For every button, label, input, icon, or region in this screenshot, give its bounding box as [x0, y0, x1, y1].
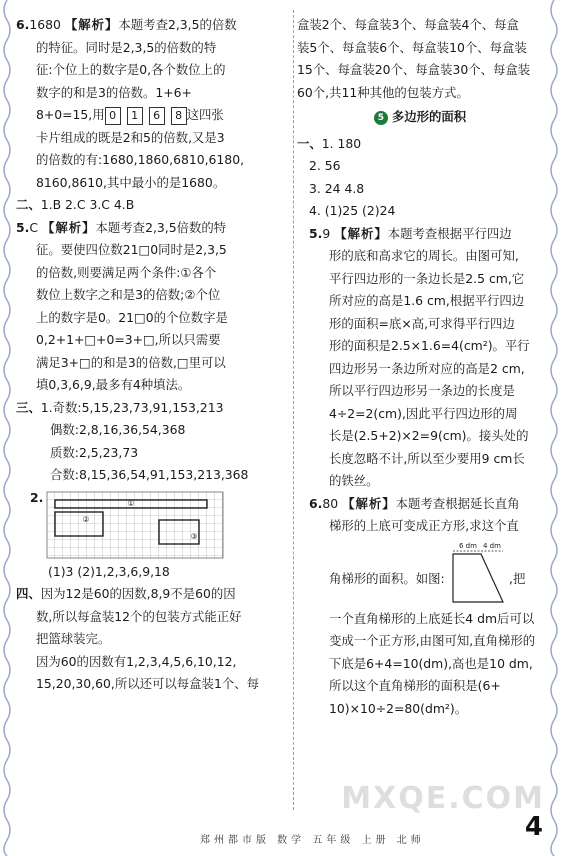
r-q5-num: 5.	[309, 225, 323, 241]
r-q5-line1	[297, 223, 543, 246]
q5-line2: 征。要使四位数21□0同时是2,3,5	[36, 242, 227, 257]
r-q6-text1: 本题考查根据延长直角	[395, 495, 520, 511]
r-q6-line6: 下底是6+4=10(dm),高也是10 dm,	[329, 655, 533, 671]
r-q5-answer: 9	[322, 225, 331, 241]
cont-line2: 装5个、每盒装6个、每盒装10个、每盒装	[297, 39, 527, 55]
r-a1: 1. 180	[321, 135, 362, 151]
r-q5-line2: 形的底和高求它的周长。由图可知,	[329, 248, 519, 263]
grid-background	[47, 492, 223, 558]
q5-line6: 0,2+1+□+0=3+□,所以只需要	[36, 332, 221, 347]
r-q5-tag: 【解析】	[334, 225, 388, 241]
q5-line5: 上的数字是0。21□0的个位数字是	[36, 309, 228, 325]
card-boxes	[105, 107, 187, 125]
card-box: 8	[171, 107, 187, 125]
q5-line3: 的倍数,则要满足两个条件:①各个	[36, 264, 217, 280]
r-q5-block	[297, 223, 543, 493]
sec3-even	[16, 419, 288, 442]
sec4-label: 四、	[16, 586, 41, 601]
r-q6-line2: 梯形的上底可变成正方形,求这个直	[329, 518, 519, 533]
rect-3-label: ③	[190, 531, 198, 541]
q5-answer: C	[29, 219, 38, 235]
q2-answer: (1)3 (2)1,2,3,6,9,18	[48, 563, 170, 579]
r-a4: 4. (1)25 (2)24	[309, 203, 396, 218]
odd-label: 奇数:	[52, 399, 82, 415]
r-q6-block	[297, 493, 543, 721]
r-q6-line3a: 角梯形的面积。如图:	[329, 570, 445, 586]
section-number-badge: 5	[374, 111, 388, 125]
column-divider	[293, 10, 294, 810]
sec3-block	[16, 397, 288, 584]
sec4-line5: 15,20,30,60,所以还可以每盒装1个、每	[36, 676, 260, 691]
sec2-text: 1.B 2.C 3.C 4.B	[40, 197, 135, 212]
card-box: 1	[127, 107, 143, 125]
right-trapezoid-figure	[449, 540, 507, 604]
r-q6-answer: 80	[322, 495, 339, 511]
q6-block	[16, 14, 288, 194]
r-q6-num: 6.	[309, 495, 323, 511]
odd-values: 5,15,23,73,91,153,213	[81, 399, 224, 415]
r-a2: 2. 56	[309, 158, 341, 173]
sec2-label: 二、	[16, 197, 41, 212]
section-heading	[297, 106, 543, 129]
q5-line8: 填0,3,6,9,最多有4种填法。	[36, 377, 191, 392]
sec4-text1: 因为12是60的因数,8,9不是60的因	[40, 586, 236, 601]
r-q5-line6: 形的面积是2.5×1.6=4(cm²)。平行	[329, 338, 530, 353]
cont-line1: 盒装2个、每盒装3个、每盒装4个、每盒	[297, 17, 519, 32]
q6-num: 6.	[16, 17, 30, 32]
q6-tag: 【解析】	[64, 17, 119, 32]
even-values: 2,8,16,36,54,368	[78, 422, 186, 437]
r-q6-line8: 10)×10÷2=80(dm²)。	[329, 700, 468, 716]
r-q5-text1: 本题考查根据平行四边	[387, 225, 512, 241]
sec3-composite	[16, 464, 288, 487]
composite-label: 合数:	[50, 467, 79, 482]
q6-line7: 的倍数的有:1680,1860,6810,6180,	[36, 152, 245, 167]
r-q5-line10: 长是(2.5+2)×2=9(cm)。接头处的	[329, 428, 529, 443]
sec3-prime	[16, 442, 288, 465]
right-column	[297, 14, 543, 720]
r-q6-line5: 变成一个正方形,由图可知,直角梯形的	[329, 633, 536, 648]
page-number: 4	[524, 812, 543, 842]
q5-num: 5.	[16, 219, 30, 235]
sec2-answers	[16, 194, 288, 217]
q6-line2: 的特征。同时是2,3,5的倍数的特	[36, 39, 217, 55]
even-label: 偶数:	[50, 422, 79, 437]
r-q5-line4: 所对应的高是1.6 cm,根据平行四边	[329, 293, 525, 308]
sec4-line4: 因为60的因数有1,2,3,4,5,6,10,12,	[36, 653, 237, 669]
footer-text: 郑州都市版 数学 五年级 上册 北师	[200, 835, 425, 846]
cont-line4: 60个,共11种其他的包装方式。	[297, 84, 469, 100]
r-sec1-label: 一、	[297, 135, 322, 151]
watermark: MXQE.COM	[341, 781, 545, 816]
q6-line3: 征:个位上的数字是0,各个数位上的	[36, 62, 226, 77]
r-q5-line9: 4÷2=2(cm),因此平行四边形的周	[329, 405, 518, 421]
cont-line3: 15个、每盒装20个、每盒装30个、每盒装	[297, 62, 531, 77]
right-wave-border	[547, 0, 561, 856]
r-q5-line8: 所以平行四边形另一条边的长度是	[329, 383, 515, 398]
sec4-line1	[16, 583, 288, 606]
sec4-line2: 数,所以每盒装12个的包装方式能正好	[36, 608, 242, 624]
q6-line1	[16, 14, 288, 37]
left-column	[16, 14, 288, 696]
q6-line5	[16, 104, 288, 127]
q6-line6: 卡片组成的既是2和5的倍数,又是3	[36, 129, 225, 145]
trap-top-right-label: 4 dm	[483, 541, 501, 550]
r-sec1-a1	[297, 133, 543, 156]
composite-values: 8,15,36,54,91,153,213,368	[78, 467, 249, 482]
r-q5-line11: 长度忽略不计,所以至少要用9 cm长	[329, 450, 525, 466]
sec3-label: 三、	[16, 399, 41, 415]
sec3-q1-num: 1.	[40, 399, 53, 415]
q5-tag: 【解析】	[41, 219, 96, 235]
sec4-block	[16, 583, 288, 696]
rectangle-grid	[46, 491, 224, 559]
q6-answer: 1680	[29, 17, 61, 32]
r-q6-line1	[297, 493, 543, 516]
q5-line1	[16, 217, 288, 240]
sec3-odd	[16, 397, 288, 420]
section-title: 多边形的面积	[391, 109, 467, 124]
r-q5-line5: 形的面积=底×高,可求得平行四边	[329, 315, 515, 331]
rect-2-label: ②	[82, 514, 90, 524]
sec4-line3: 把篮球装完。	[36, 631, 111, 646]
page-footer	[0, 812, 561, 856]
left-wave-border	[0, 0, 14, 856]
q6-line5b: 这四张	[186, 107, 224, 122]
q5-block	[16, 217, 288, 397]
card-box: 0	[105, 107, 121, 125]
q6-line4: 数字的和是3的倍数。1+6+	[36, 84, 192, 100]
r-q6-line7: 所以这个直角梯形的面积是(6+	[329, 678, 501, 693]
r-a3: 3. 24 4.8	[309, 180, 365, 196]
r-q6-line3b: ,把	[509, 570, 526, 586]
prime-values: 2,5,23,73	[78, 444, 139, 460]
r-q6-line4: 一个直角梯形的上底延长4 dm后可以	[329, 610, 535, 626]
trap-top-left-label: 6 dm	[459, 541, 477, 550]
q5-line4: 数位上数字之和是3的倍数;②个位	[36, 287, 221, 302]
q2-figure-row	[16, 487, 288, 561]
q5-text1: 本题考查2,3,5倍数的特	[95, 219, 227, 235]
r-q6-figure-line	[297, 538, 543, 608]
q2-num: 2.	[30, 489, 44, 505]
q6-line5a: 8+0=15,用	[36, 107, 105, 122]
q5-line7: 满足3+□的和是3的倍数,□里可以	[36, 354, 226, 370]
prime-label: 质数:	[50, 444, 79, 460]
r-q6-tag: 【解析】	[342, 495, 396, 511]
q6-text1: 本题考查2,3,5的倍数	[118, 17, 237, 32]
r-q5-line3: 平行四边形的一条边长是2.5 cm,它	[329, 270, 525, 286]
r-q5-line7: 四边形另一条边所对应的高是2 cm,	[329, 360, 525, 376]
r-q5-line12: 的铁丝。	[329, 473, 379, 488]
card-box: 6	[149, 107, 165, 125]
rect-1-label: ①	[127, 498, 135, 508]
q6-line8: 8160,8610,其中最小的是1680。	[36, 174, 226, 190]
trapezoid-shape	[453, 554, 503, 602]
